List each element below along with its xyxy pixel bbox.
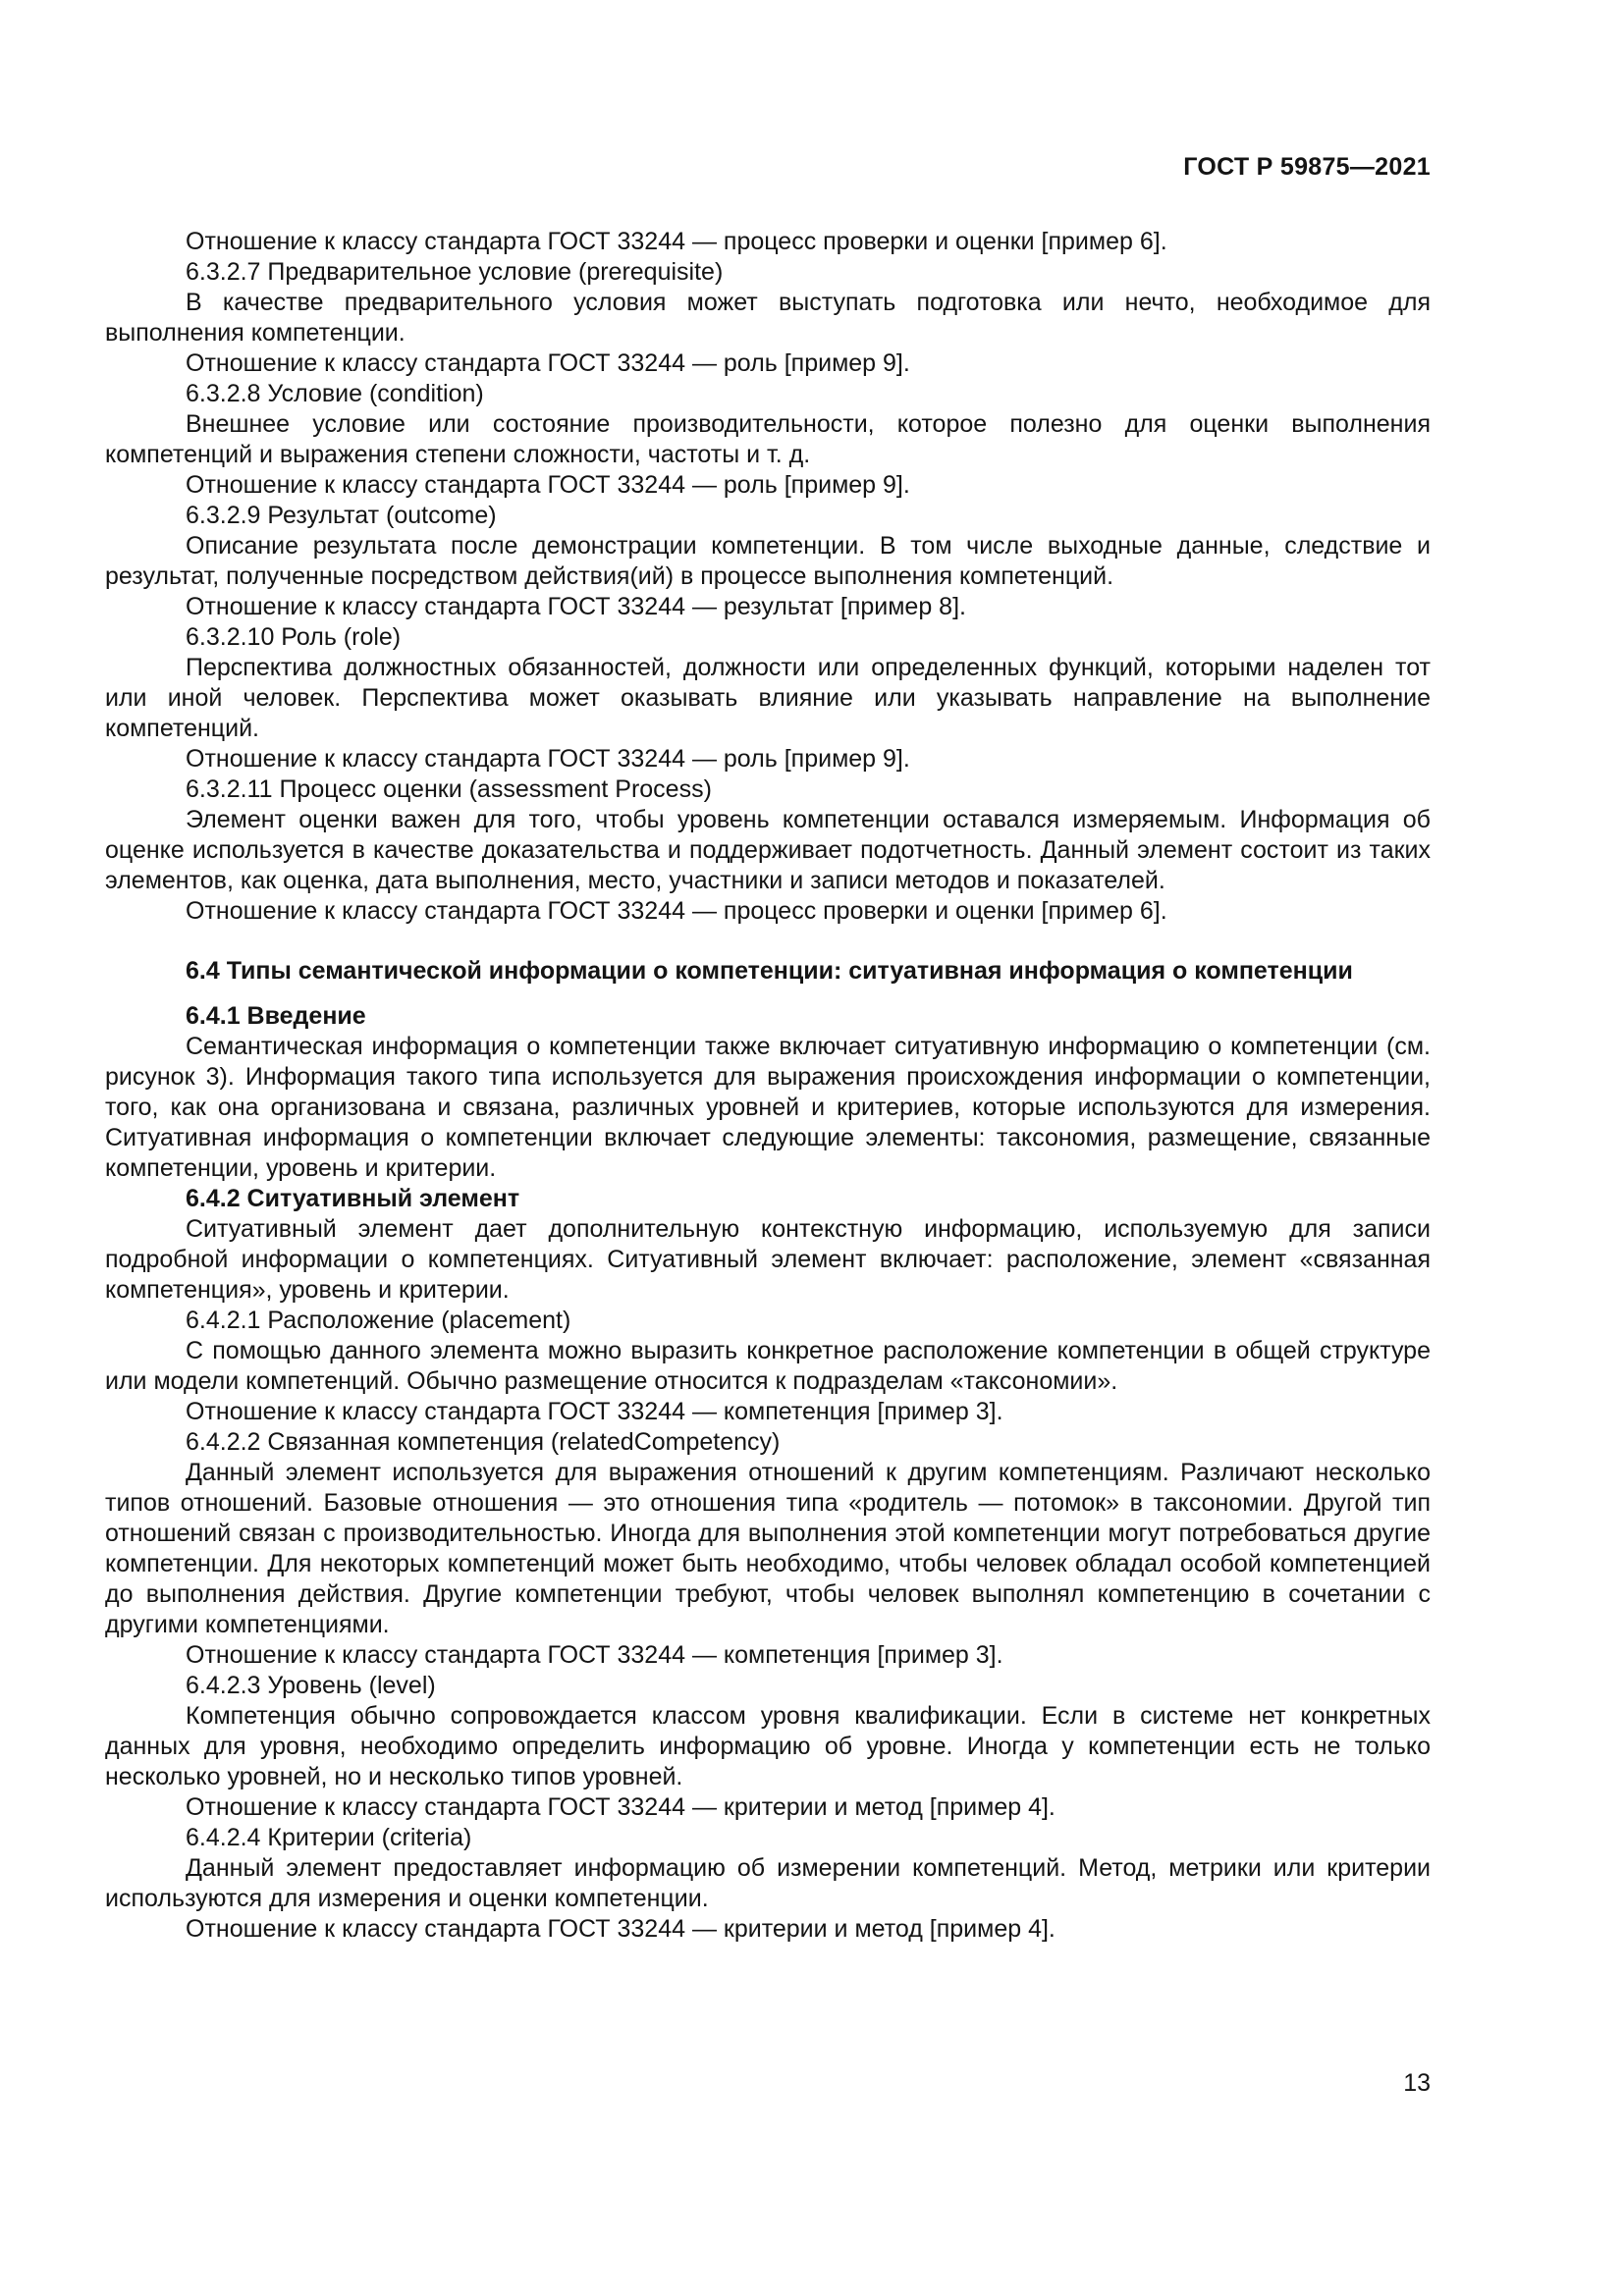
text-line: Отношение к классу стандарта ГОСТ 33244 — роль [пример 9]. bbox=[186, 745, 910, 773]
text-line: Отношение к классу стандарта ГОСТ 33244 — роль [пример 9]. bbox=[186, 471, 910, 499]
paragraph: Внешнее условие или состояние производительности, которое полезно для оценки выполнения компетенций и выражения степени сложности, частоты и т. д. bbox=[105, 410, 1431, 468]
text-line: Отношение к классу стандарта ГОСТ 33244 — критерии и метод [пример 4]. bbox=[186, 1793, 1056, 1821]
paragraph: Описание результата после демонстрации компетенции. В том числе выходные данные, следствие и результат, полученные посредством действия(ий) в процессе выполнения компетенций. bbox=[105, 532, 1431, 590]
paragraph: В качестве предварительного условия может выступать подготовка или нечто, необходимое для выполнения компетенции. bbox=[105, 289, 1431, 347]
clause-title-6-4-2-4: 6.4.2.4 Критерии (criteria) bbox=[186, 1824, 472, 1851]
text-line: Отношение к классу стандарта ГОСТ 33244 — процесс проверки и оценки [пример 6]. bbox=[186, 228, 1167, 255]
clause-title-6-4-2-2: 6.4.2.2 Связанная компетенция (relatedCompetency) bbox=[186, 1428, 781, 1456]
paragraph: С помощью данного элемента можно выразить конкретное расположение компетенции в общей структуре или модели компетенций. Обычно размещение относится к подразделам «таксономии». bbox=[105, 1337, 1431, 1395]
page-footer bbox=[105, 2069, 1431, 2098]
page-number: 13 bbox=[1403, 2069, 1431, 2097]
text-line: Отношение к классу стандарта ГОСТ 33244 — результат [пример 8]. bbox=[186, 593, 966, 620]
paragraph: Семантическая информация о компетенции также включает ситуативную информацию о компетенции (см. рисунок 3). Информация такого типа используется для выражения происхождения информации о компетенции, того, как она организована и связана, различных уровней и критериев, которые используются для измерения. Ситуативная информация о компетенции включает следующие элементы: таксономия, размещение, связанные компетенции, уровень и критерии. bbox=[105, 1033, 1431, 1182]
document-body bbox=[105, 227, 1431, 1945]
text-line: Отношение к классу стандарта ГОСТ 33244 — критерии и метод [пример 4]. bbox=[186, 1915, 1056, 1943]
clause-title-6-4-2-3: 6.4.2.3 Уровень (level) bbox=[186, 1672, 436, 1699]
text-line: Отношение к классу стандарта ГОСТ 33244 — процесс проверки и оценки [пример 6]. bbox=[186, 897, 1167, 925]
paragraph: Компетенция обычно сопровождается классом уровня квалификации. Если в системе нет конкретных данных для уровня, необходимо определить информацию об уровне. Иногда у компетенции есть не только несколько уровней, но и несколько типов уровней. bbox=[105, 1702, 1431, 1790]
text-line: Отношение к классу стандарта ГОСТ 33244 — компетенция [пример 3]. bbox=[186, 1641, 1003, 1669]
clause-title-6-3-2-9: 6.3.2.9 Результат (outcome) bbox=[186, 502, 497, 529]
text-line: Отношение к классу стандарта ГОСТ 33244 — компетенция [пример 3]. bbox=[186, 1398, 1003, 1425]
paragraph: Данный элемент предоставляет информацию об измерении компетенций. Метод, метрики или критерии используются для измерения и оценки компетенции. bbox=[105, 1854, 1431, 1912]
paragraph: Данный элемент используется для выражения отношений к другим компетенциям. Различают несколько типов отношений. Базовые отношения — это отношения типа «родитель — потомок» в таксономии. Другой тип отношений связан с производительностью. Иногда для выполнения этой компетенции могут потребоваться другие компетенции. Для некоторых компетенций может быть необходимо, чтобы человек обладал особой компетенцией до выполнения действия. Другие компетенции требуют, чтобы человек выполнял компетенцию в сочетании с другими компетенциями. bbox=[105, 1459, 1431, 1638]
clause-title-6-3-2-11: 6.3.2.11 Процесс оценки (assessment Process) bbox=[186, 775, 712, 803]
clause-title-6-4-2-1: 6.4.2.1 Расположение (placement) bbox=[186, 1307, 571, 1334]
paragraph: Ситуативный элемент дает дополнительную контекстную информацию, используемую для записи подробной информации о компетенциях. Ситуативный элемент включает: расположение, элемент «связанная компетенция», уровень и критерии. bbox=[105, 1215, 1431, 1304]
clause-title-6-3-2-8: 6.3.2.8 Условие (condition) bbox=[186, 380, 484, 407]
text-line: Отношение к классу стандарта ГОСТ 33244 — роль [пример 9]. bbox=[186, 349, 910, 377]
subsection-heading-6-4-1: 6.4.1 Введение bbox=[186, 1002, 366, 1030]
section-heading-6-4: 6.4 Типы семантической информации о компетенции: ситуативная информация о компетенции bbox=[186, 957, 1353, 985]
clause-title-6-3-2-10: 6.3.2.10 Роль (role) bbox=[186, 623, 402, 651]
standard-code: ГОСТ Р 59875—2021 bbox=[1183, 153, 1431, 181]
document-header bbox=[105, 153, 1431, 182]
paragraph: Перспектива должностных обязанностей, должности или определенных функций, которыми наделен тот или иной человек. Перспектива может оказывать влияние или указывать направление на выполнение компетенций. bbox=[105, 654, 1431, 742]
clause-title-6-3-2-7: 6.3.2.7 Предварительное условие (prerequisite) bbox=[186, 258, 724, 286]
subsection-heading-6-4-2: 6.4.2 Ситуативный элемент bbox=[186, 1185, 520, 1212]
paragraph: Элемент оценки важен для того, чтобы уровень компетенции оставался измеряемым. Информация об оценке используется в качестве доказательства и поддерживает подотчетность. Данный элемент состоит из таких элементов, как оценка, дата выполнения, место, участники и записи методов и показателей. bbox=[105, 806, 1431, 894]
